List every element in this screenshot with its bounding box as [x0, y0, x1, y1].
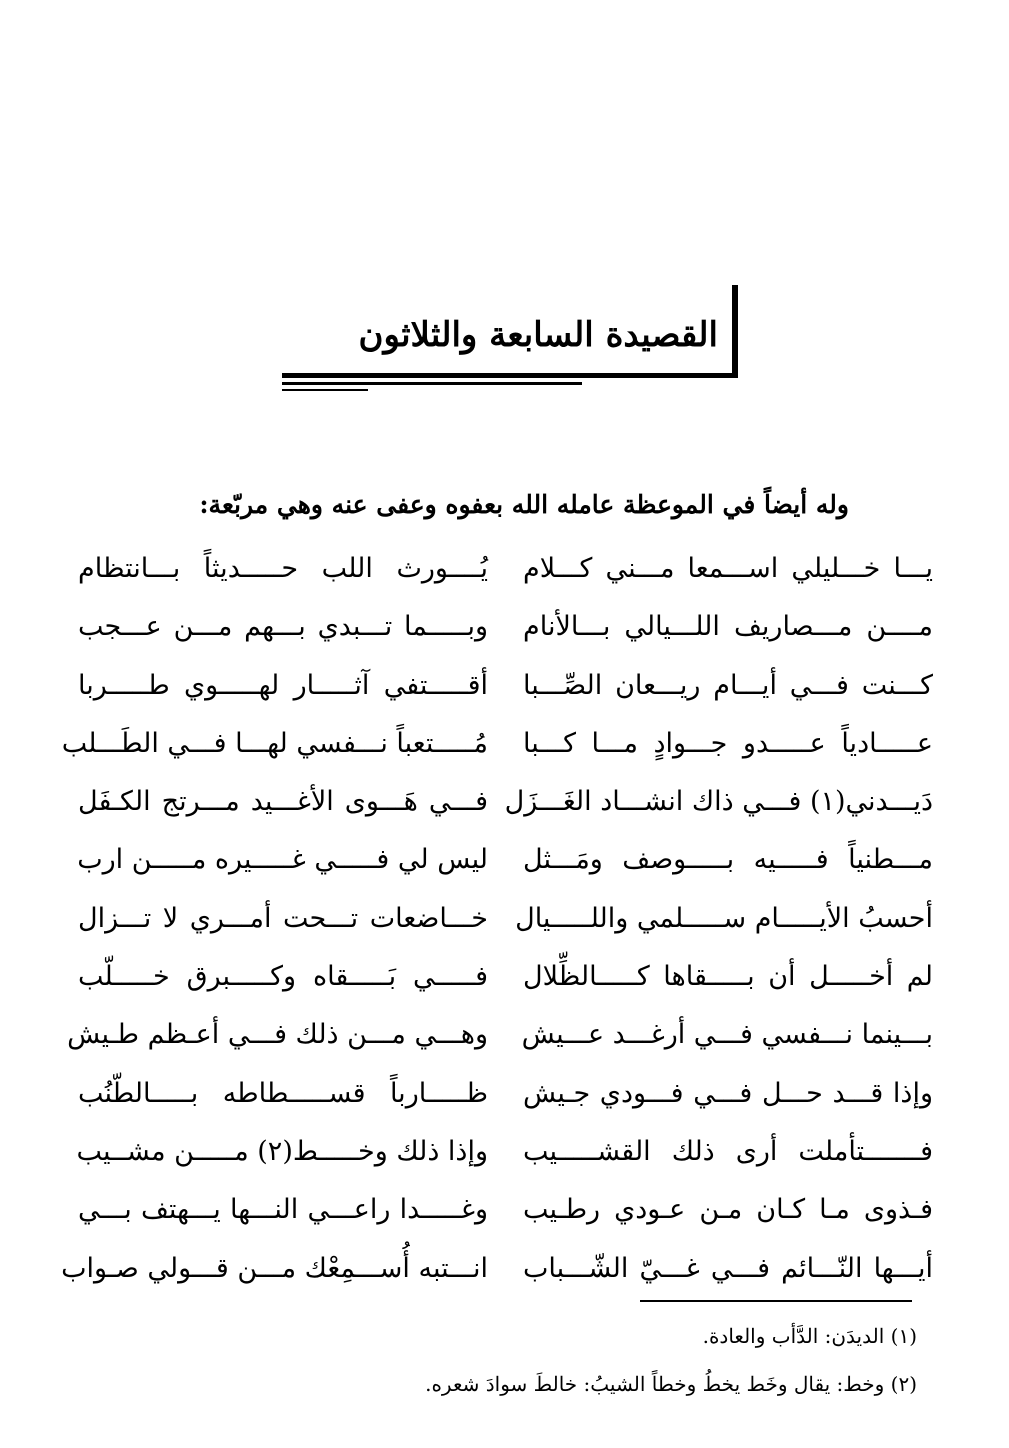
verse-right-hemistich: يـــا خـــليلي اســـمعا مـــني كـــلام — [523, 553, 933, 584]
verse-left-hemistich: وهـــي مـــن ذلك فـــي أعـظم طـيش — [67, 1019, 488, 1051]
verse-left-hemistich: ليس لي فـــــي غـــــيره مـــــن ارب — [77, 844, 488, 876]
verse — [78, 598, 933, 656]
verse-left-hemistich: مُـــــتعباً نـــفسي لهـــا فـــي الطَـــلب — [61, 727, 488, 759]
verse — [78, 831, 933, 889]
verse-left-hemistich: أقـــــتفي آثـــــار لهـــــوي طـــــربا — [78, 669, 488, 701]
verse — [61, 715, 933, 773]
verse-left-hemistich: فـــي هَـــوى الأغـــيد مـــرتج الكـفَل — [78, 786, 488, 818]
verse-right-hemistich: أحسبُ الأيـــــام ســـــلمي واللـــــيال — [515, 902, 933, 934]
verse-left-hemistich: فـــــي بَـــــقاه وكـــــبرق خـــــلّب — [78, 961, 488, 993]
verse-right-hemistich: بـــينما نـــفسي فـــي أرغـــد عـــيش — [521, 1019, 933, 1051]
footnote-separator — [640, 1300, 912, 1302]
verse-right-hemistich: دَيـــدني(١) فـــي ذاك انشـــاد الغَـــزَل — [504, 786, 933, 818]
verse — [78, 1181, 933, 1239]
poem-intro: وله أيضاً في الموعظة عامله الله بعفوه وعفى عنه وهي مربّعة: — [199, 490, 849, 519]
verse-right-hemistich: وإذا قـــد حـــل فـــي فـــودي جـيش — [523, 1077, 933, 1109]
verse-left-hemistich: خـــاضعات تـــحت أمـــري لا تـــزال — [78, 902, 488, 934]
verse-left-hemistich: يُــــورث اللب حـــــديثاً بـــانتظام — [78, 553, 488, 584]
verse-left-hemistich: وبـــــما تـــبدي بـــهم مـــن عـــجب — [78, 611, 488, 643]
heading-rule-short — [282, 389, 368, 391]
verse — [67, 1006, 933, 1064]
verse-right-hemistich: مـــطنياً فـــــيه بـــــوصف ومَـــثل — [523, 844, 933, 876]
verse-left-hemistich: انـــتبه أُســـمِعْك مـــن قـــولي صـواب — [61, 1252, 488, 1284]
verse-left-hemistich: وغـــــدا راعـــي النـــها يـــهتف بـــي — [78, 1194, 488, 1226]
verse — [78, 1065, 933, 1123]
footnote-2: (٢) وخط: يقال وخَط يخطُ وخطاً الشيبُ: خالطَ سوادَ شعره. — [425, 1372, 917, 1396]
verse-right-hemistich: مــــن مـــصاريف اللـــيالي بـــالأنام — [523, 611, 933, 643]
verse-right-hemistich: فـذوى مـا كـان مـن عـودي رطـيب — [523, 1194, 933, 1226]
heading-underline — [282, 373, 738, 378]
verse-right-hemistich: كـــنت فـــي أيـــام ريـــعان الصِّـــبا — [523, 669, 933, 701]
poem-body — [61, 540, 933, 1298]
verse-right-hemistich: فـــــــتأملت أرى ذلك القشـــــيب — [523, 1135, 933, 1167]
verse-right-hemistich: أيـــها النّـــائم فـــي غـــيّ الشّـــباب — [523, 1252, 933, 1284]
page-title: القصيدة السابعة والثلاثون — [358, 315, 718, 355]
verse-right-hemistich: عـــــادياً عـــــدو جـــوادٍ مـــا كـــبا — [523, 727, 933, 759]
verse-left-hemistich: وإذا ذلك وخـــــط(٢) مـــــن مشــيب — [76, 1135, 488, 1167]
verse — [78, 657, 933, 715]
heading-vertical-bar — [732, 285, 738, 377]
verse — [78, 1123, 933, 1181]
verse-right-hemistich: لم أخـــــل أن بـــــقاها كـــــالظِّلال — [523, 961, 933, 993]
footnote-1: (١) الديدَن: الدَّأب والعادة. — [702, 1324, 917, 1348]
verse — [78, 540, 933, 598]
verse — [78, 948, 933, 1006]
heading-rule — [282, 382, 582, 385]
chapter-heading — [282, 285, 738, 395]
verse — [78, 773, 933, 831]
verse — [61, 1240, 933, 1298]
verse — [78, 890, 933, 948]
verse-left-hemistich: ظـــــارباً قســـــطاطه بـــــالطّنُب — [78, 1077, 488, 1109]
